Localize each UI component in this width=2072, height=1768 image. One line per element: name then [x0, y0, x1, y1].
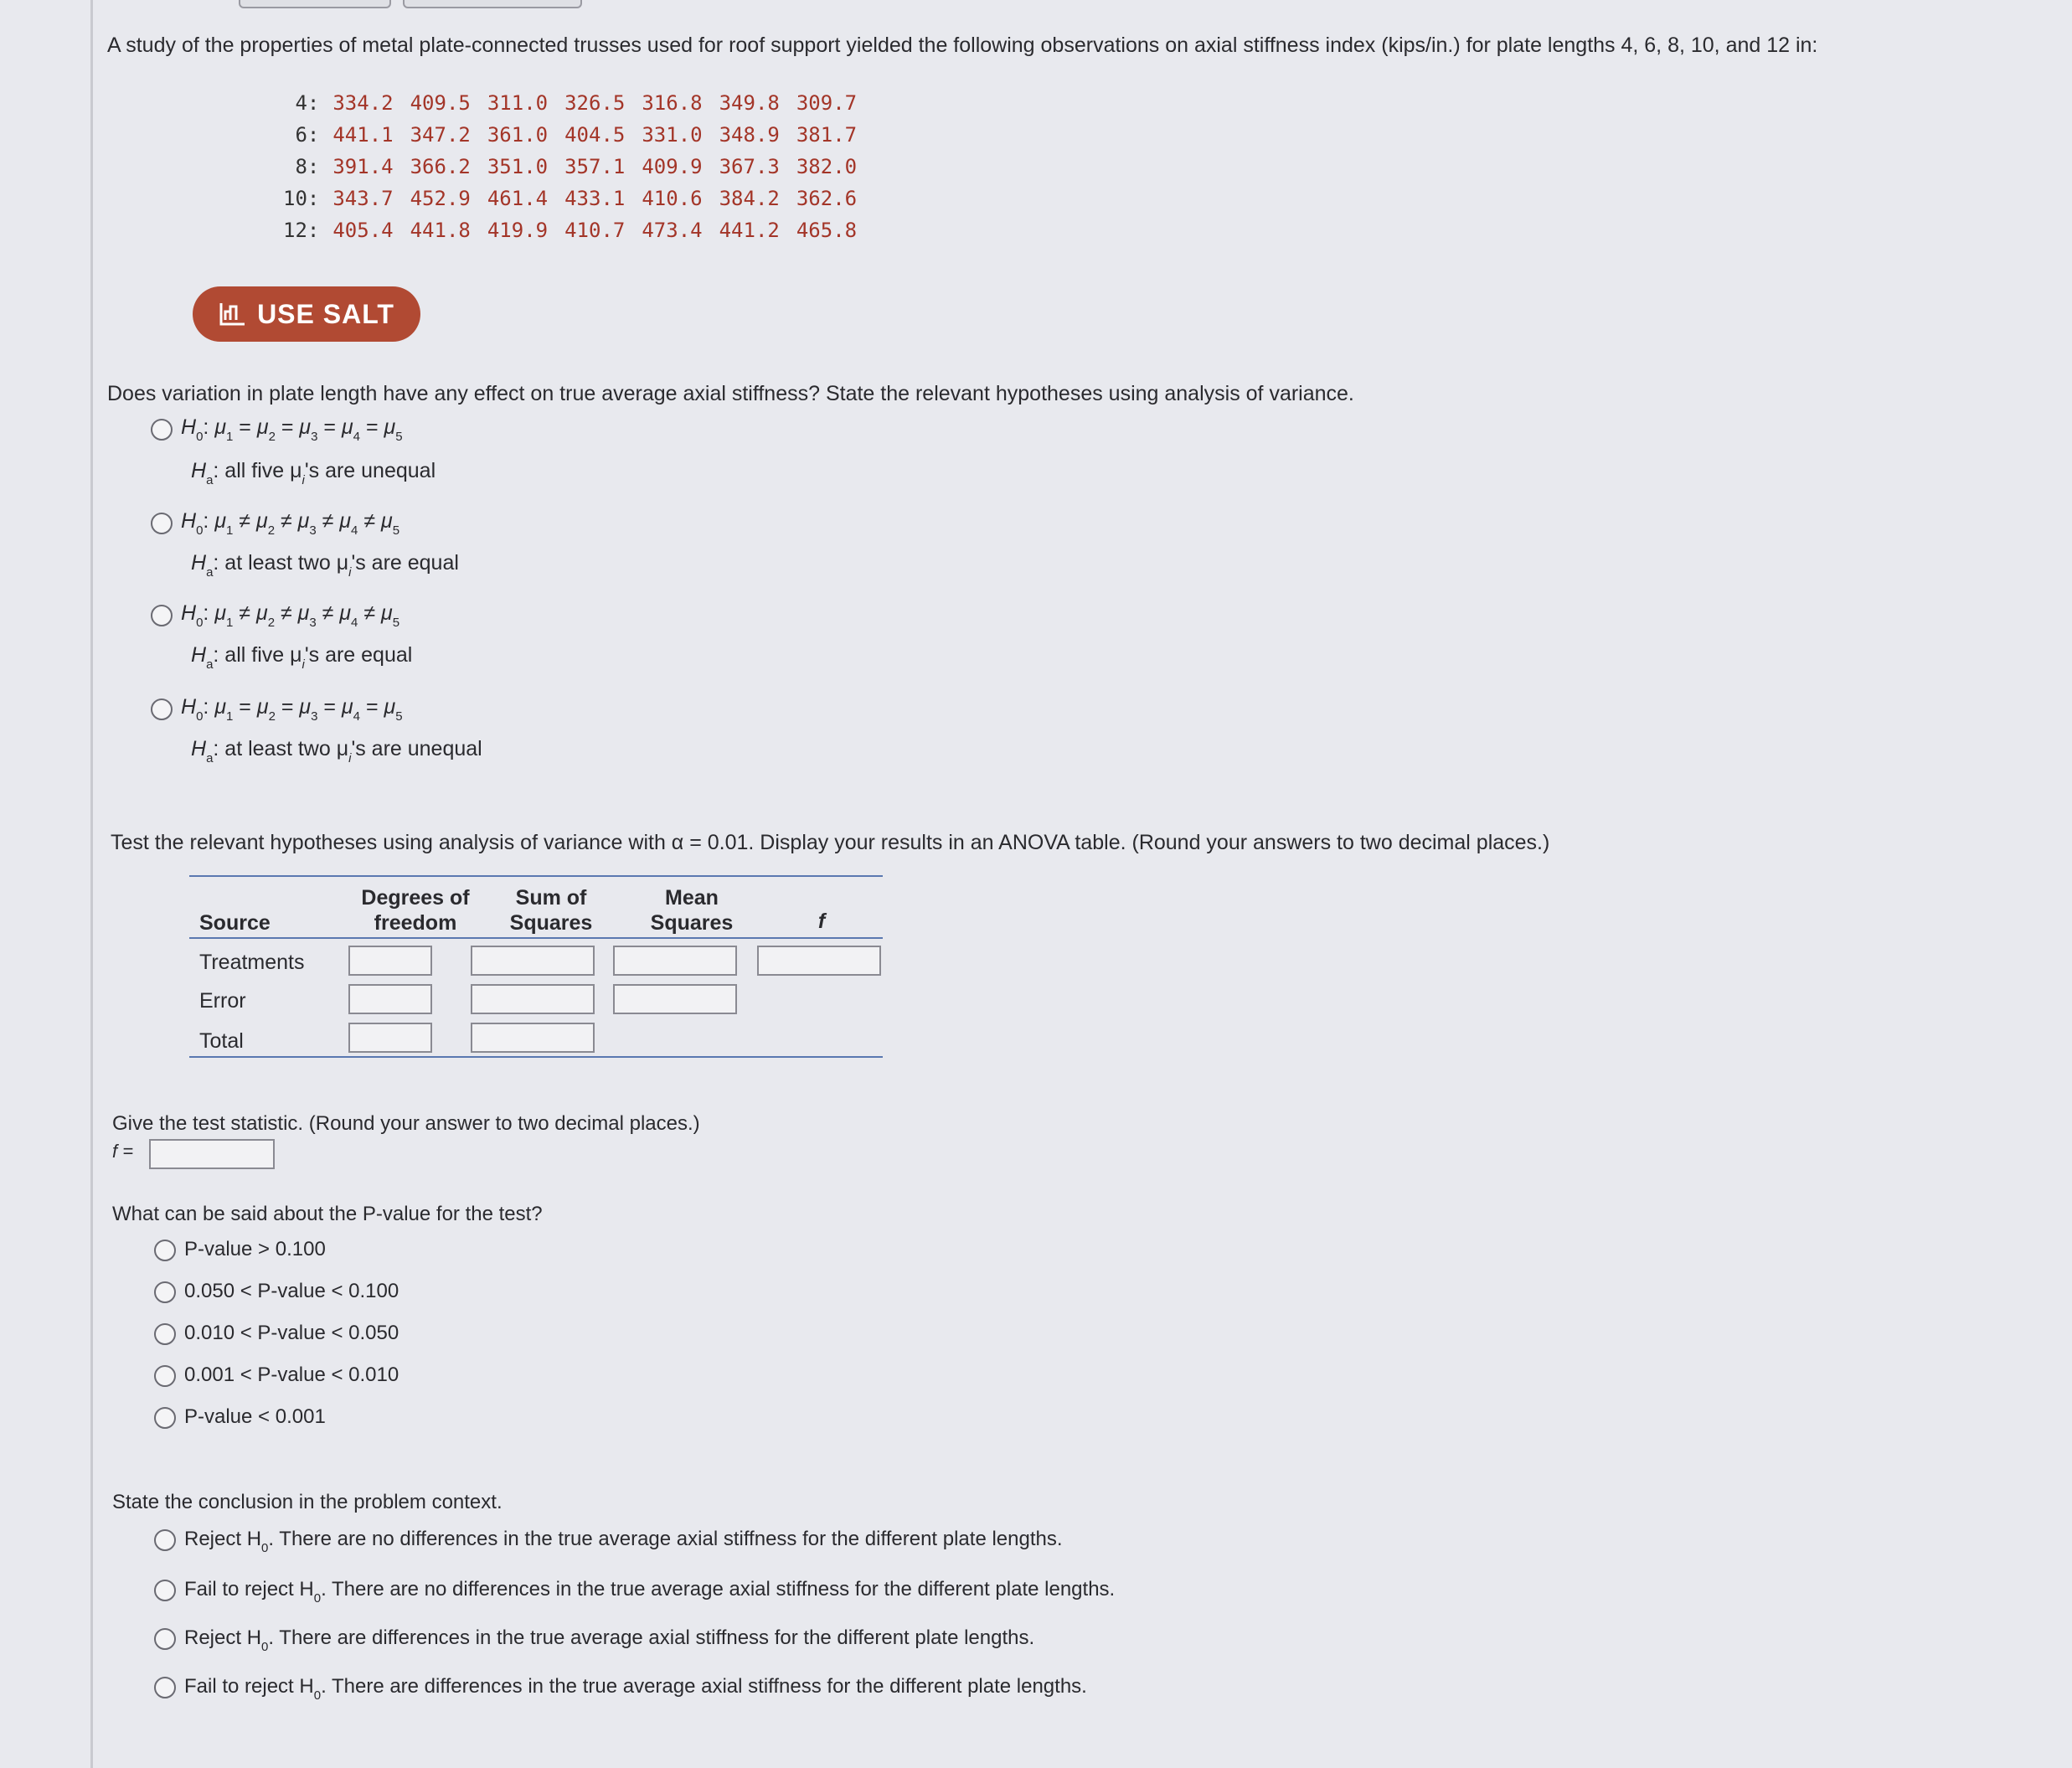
conclusion-option-1-label: Reject $H_0$. There are no differences in the true average axial stiffness for the different plate lengths. [184, 1528, 1063, 1555]
stiffness-value: 331.0 [642, 123, 703, 147]
conclusion-option-4-radio[interactable] [154, 1677, 176, 1698]
hyp-option-3-h0: $H_0$: $\mu_1 \ne \mu_2 \ne \mu_3 \ne \mu_4 \ne \mu_5$ [181, 601, 400, 630]
f-statistic-input[interactable] [149, 1139, 275, 1169]
stiffness-value: 382.0 [796, 155, 858, 178]
stiffness-value: 362.6 [796, 187, 858, 210]
stiffness-value: 465.8 [796, 219, 858, 242]
stiffness-value: 343.7 [332, 187, 394, 210]
data-row [275, 88, 865, 120]
hyp-option-4-radio[interactable] [151, 698, 173, 720]
stiffness-value: 347.2 [410, 123, 471, 147]
stiffness-value: 367.3 [719, 155, 780, 178]
treatments-f-input[interactable] [757, 946, 881, 976]
pvalue-option-1-label: P-value > 0.100 [184, 1238, 326, 1260]
stiffness-value: 473.4 [642, 219, 703, 242]
anova-header-ms: Mean Squares [650, 886, 734, 935]
stiffness-value: 384.2 [719, 187, 780, 210]
conclusion-option-3-label: Reject $H_0$. There are differences in the true average axial stiffness for the different plate lengths. [184, 1626, 1035, 1654]
pvalue-option-2-radio[interactable] [154, 1281, 176, 1303]
hyp-option-4-h0: $H_0$: $\mu_1 = \mu_2 = \mu_3 = \mu_4 = \mu_5$ [181, 695, 403, 724]
stiffness-value: 405.4 [332, 219, 394, 242]
error-ss-input[interactable] [471, 984, 595, 1014]
stiffness-value: 349.8 [719, 91, 780, 115]
hyp-option-2-radio[interactable] [151, 513, 173, 534]
use-salt-label: USE SALT [257, 298, 394, 329]
stiffness-value: 441.1 [332, 123, 394, 147]
error-ms-input[interactable] [613, 984, 737, 1014]
conclusion-option-2-radio[interactable] [154, 1580, 176, 1601]
pvalue-option-1-radio[interactable] [154, 1240, 176, 1261]
stiffness-value: 410.7 [564, 219, 626, 242]
hyp-option-2-ha: $H_a$: at least two $\mu_i's$ are equal [191, 551, 459, 580]
pvalue-option-5-radio[interactable] [154, 1407, 176, 1429]
anova-row-error-label: Error [199, 989, 246, 1013]
pvalue-question: What can be said about the P-value for the test? [112, 1203, 543, 1225]
pvalue-option-3-label: 0.010 < P-value < 0.050 [184, 1322, 399, 1344]
pvalue-option-5-label: P-value < 0.001 [184, 1405, 326, 1428]
stiffness-value: 452.9 [410, 187, 471, 210]
stiffness-value: 441.8 [410, 219, 471, 242]
data-row [275, 120, 865, 152]
anova-test-question: Test the relevant hypotheses using analysis of variance with α = 0.01. Display your results in an ANOVA table. (Round your answers to two decimal places.) [111, 831, 1550, 854]
anova-top-rule [189, 875, 883, 877]
anova-header-df: Degrees of freedom [361, 886, 470, 935]
data-row [275, 183, 865, 215]
anova-row-treatments-label: Treatments [199, 951, 305, 974]
stiffness-value: 348.9 [719, 123, 780, 147]
stiffness-value: 326.5 [564, 91, 626, 115]
anova-header-f: f [817, 910, 826, 933]
stiffness-value: 404.5 [564, 123, 626, 147]
hyp-option-4-ha: $H_a$: at least two $\mu_i's$ are unequal [191, 737, 482, 765]
conclusion-option-4-label: Fail to reject $H_0$. There are differences in the true average axial stiffness for the different plate lengths. [184, 1675, 1087, 1703]
stiffness-value: 433.1 [564, 187, 626, 210]
plate-length-label: 8: [295, 155, 320, 178]
treatments-ss-input[interactable] [471, 946, 595, 976]
pvalue-option-2-label: 0.050 < P-value < 0.100 [184, 1280, 399, 1302]
stiffness-value: 419.9 [487, 219, 549, 242]
anova-header-ss: Sum of Squares [509, 886, 593, 935]
anova-header-source: Source [199, 911, 271, 935]
stiffness-value: 357.1 [564, 155, 626, 178]
plate-length-label: 6: [295, 123, 320, 147]
stiffness-data-table [275, 88, 865, 247]
salt-chart-icon [219, 302, 247, 327]
stiffness-value: 351.0 [487, 155, 549, 178]
conclusion-question: State the conclusion in the problem context. [112, 1491, 503, 1513]
stiffness-value: 366.2 [410, 155, 471, 178]
hyp-option-2-h0: $H_0$: $\mu_1 \ne \mu_2 \ne \mu_3 \ne \mu_4 \ne \mu_5$ [181, 509, 400, 538]
conclusion-option-3-radio[interactable] [154, 1628, 176, 1650]
data-row [275, 152, 865, 183]
stiffness-value: 334.2 [332, 91, 394, 115]
conclusion-option-1-radio[interactable] [154, 1529, 176, 1551]
treatments-df-input[interactable] [348, 946, 432, 976]
anova-row-total-label: Total [199, 1029, 244, 1053]
hypotheses-question: Does variation in plate length have any effect on true average axial stiffness? State the relevant hypotheses using analysis of variance. [107, 382, 1354, 405]
page-left-border [90, 0, 93, 1768]
stiffness-value: 410.6 [642, 187, 703, 210]
hyp-option-3-ha: $H_a$: all five $\mu_i's$ are equal [191, 643, 413, 672]
plate-length-label: 4: [295, 91, 320, 115]
stiffness-value: 381.7 [796, 123, 858, 147]
hyp-option-1-radio[interactable] [151, 419, 173, 441]
plate-length-label: 10: [283, 187, 320, 210]
pvalue-option-3-radio[interactable] [154, 1323, 176, 1345]
hyp-option-1-ha: $H_a$: all five $\mu_i's$ are unequal [191, 459, 436, 487]
stiffness-value: 441.2 [719, 219, 780, 242]
anova-header-rule [189, 937, 883, 939]
f-label: f = [112, 1141, 134, 1162]
stiffness-value: 309.7 [796, 91, 858, 115]
hyp-option-1-h0: $H_0$: $\mu_1 = \mu_2 = \mu_3 = \mu_4 = \mu_5$ [181, 415, 403, 444]
question-content [107, 0, 2033, 1768]
hyp-option-3-radio[interactable] [151, 605, 173, 626]
stiffness-value: 461.4 [487, 187, 549, 210]
stiffness-value: 361.0 [487, 123, 549, 147]
conclusion-option-2-label: Fail to reject $H_0$. There are no differences in the true average axial stiffness for the different plate lengths. [184, 1578, 1116, 1606]
pvalue-option-4-label: 0.001 < P-value < 0.010 [184, 1363, 399, 1386]
pvalue-option-4-radio[interactable] [154, 1365, 176, 1387]
stiffness-value: 391.4 [332, 155, 394, 178]
use-salt-button[interactable] [193, 286, 420, 342]
stiffness-value: 409.5 [410, 91, 471, 115]
plate-length-label: 12: [283, 219, 320, 242]
treatments-ms-input[interactable] [613, 946, 737, 976]
anova-bottom-rule [189, 1056, 883, 1058]
problem-intro: A study of the properties of metal plate-connected trusses used for roof support yielded the following observations on axial stiffness index (kips/in.) for plate lengths 4, 6, 8, 10, and 12 in: [107, 34, 1818, 57]
data-row [275, 215, 865, 247]
stiffness-value: 316.8 [642, 91, 703, 115]
total-df-input[interactable] [348, 1023, 432, 1053]
test-statistic-question: Give the test statistic. (Round your answer to two decimal places.) [112, 1112, 700, 1135]
stiffness-value: 409.9 [642, 155, 703, 178]
error-df-input[interactable] [348, 984, 432, 1014]
stiffness-value: 311.0 [487, 91, 549, 115]
total-ss-input[interactable] [471, 1023, 595, 1053]
